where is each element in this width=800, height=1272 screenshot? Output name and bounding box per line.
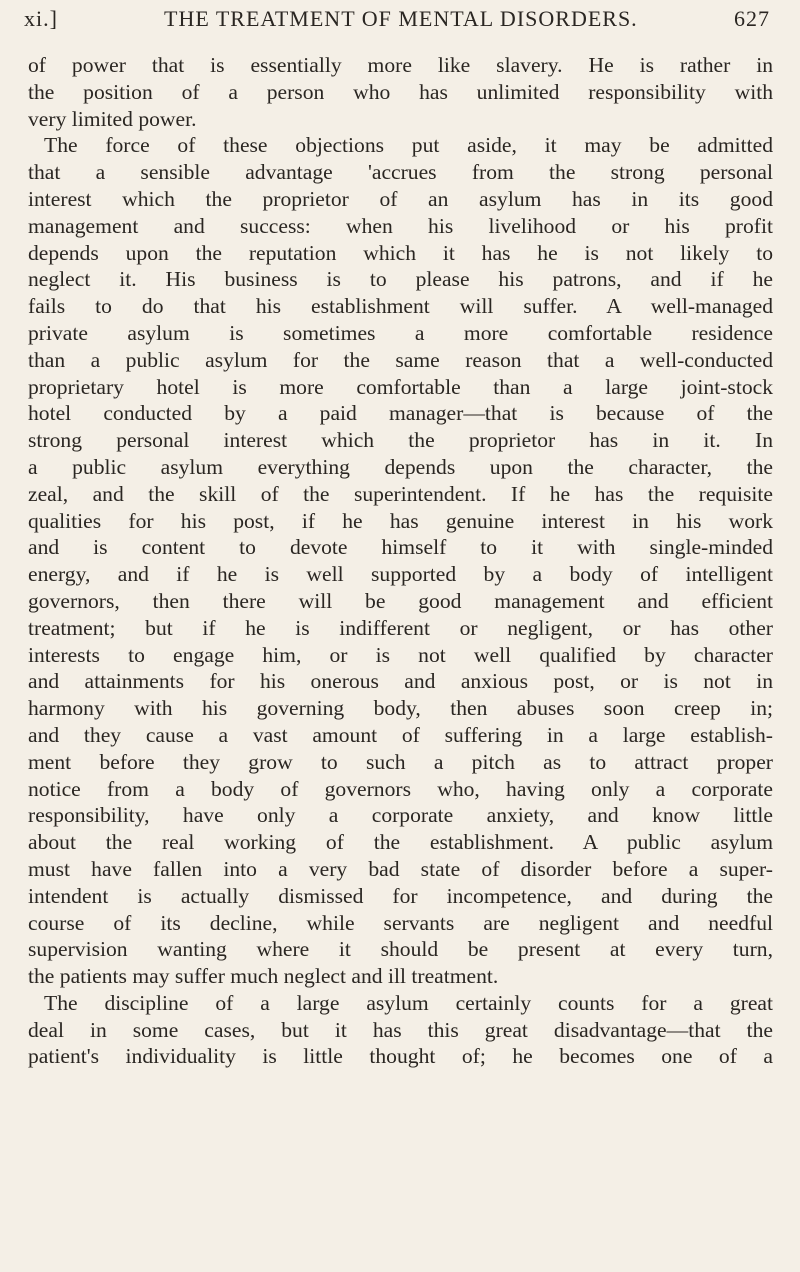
text-line: The discipline of a large asylum certainly counts for a great	[44, 990, 773, 1015]
text-line: than a public asylum for the same reason that a well-conducted	[28, 347, 773, 372]
text-line: the position of a person who has unlimited responsibility with	[28, 79, 773, 104]
text-line: intendent is actually dismissed for incompetence, and during the	[28, 883, 773, 908]
text-line: interest which the proprietor of an asylum has in its good	[28, 186, 773, 211]
text-line: the patients may suffer much neglect and ill treatment.	[28, 964, 499, 989]
text-line: neglect it. His business is to please his patrons, and if he	[28, 267, 773, 292]
text-line: and they cause a vast amount of suffering in a large establish-	[28, 722, 773, 747]
text-line: and is content to devote himself to it with single-minded	[28, 535, 773, 560]
text-line: energy, and if he is well supported by a body of intelligent	[28, 562, 773, 587]
text-line: notice from a body of governors who, having only a corporate	[28, 776, 773, 801]
text-line: about the real working of the establishment. A public asylum	[28, 830, 773, 855]
text-line: of power that is essentially more like slavery. He is rather in	[28, 53, 773, 77]
text-line: patient's individuality is little thought of; he becomes one of a	[28, 1044, 773, 1069]
text-line: ment before they grow to such a pitch as to attract proper	[28, 749, 773, 774]
body-text	[28, 52, 773, 1070]
text-line: treatment; but if he is indifferent or negligent, or has other	[28, 615, 773, 640]
chapter-number: xi.]	[24, 6, 58, 31]
text-line: a public asylum everything depends upon the character, the	[28, 454, 773, 479]
text-line: hotel conducted by a paid manager—that is because of the	[28, 401, 773, 426]
text-line: The force of these objections put aside, it may be admitted	[44, 133, 773, 158]
running-header	[24, 6, 784, 46]
page-number: 627	[734, 6, 770, 31]
text-line: deal in some cases, but it has this great disadvantage—that the	[28, 1017, 773, 1042]
text-line: must have fallen into a very bad state of disorder before a super-	[28, 856, 773, 881]
text-line: that a sensible advantage 'accrues from the strong personal	[28, 160, 773, 185]
text-line: very limited power.	[28, 106, 197, 131]
text-line: strong personal interest which the proprietor has in it. In	[28, 428, 773, 453]
text-line: proprietary hotel is more comfortable than a large joint-stock	[28, 374, 773, 399]
text-line: depends upon the reputation which it has he is not likely to	[28, 240, 773, 265]
text-line: fails to do that his establishment will suffer. A well-managed	[28, 294, 773, 319]
text-line: responsibility, have only a corporate anxiety, and know little	[28, 803, 773, 828]
text-line: and attainments for his onerous and anxious post, or is not in	[28, 669, 773, 694]
text-line: supervision wanting where it should be present at every turn,	[28, 937, 773, 962]
text-line: qualities for his post, if he has genuine interest in his work	[28, 508, 773, 533]
text-line: harmony with his governing body, then abuses soon creep in;	[28, 696, 773, 721]
running-title: THE TREATMENT OF MENTAL DISORDERS.	[164, 6, 638, 31]
text-line: private asylum is sometimes a more comfortable residence	[28, 320, 773, 345]
text-line: governors, then there will be good management and efficient	[28, 588, 773, 613]
text-line: course of its decline, while servants are negligent and needful	[28, 910, 773, 935]
text-line: management and success: when his livelihood or his profit	[28, 213, 773, 238]
text-line: interests to engage him, or is not well qualified by character	[28, 642, 773, 667]
text-line: zeal, and the skill of the superintendent. If he has the requisite	[28, 481, 773, 506]
